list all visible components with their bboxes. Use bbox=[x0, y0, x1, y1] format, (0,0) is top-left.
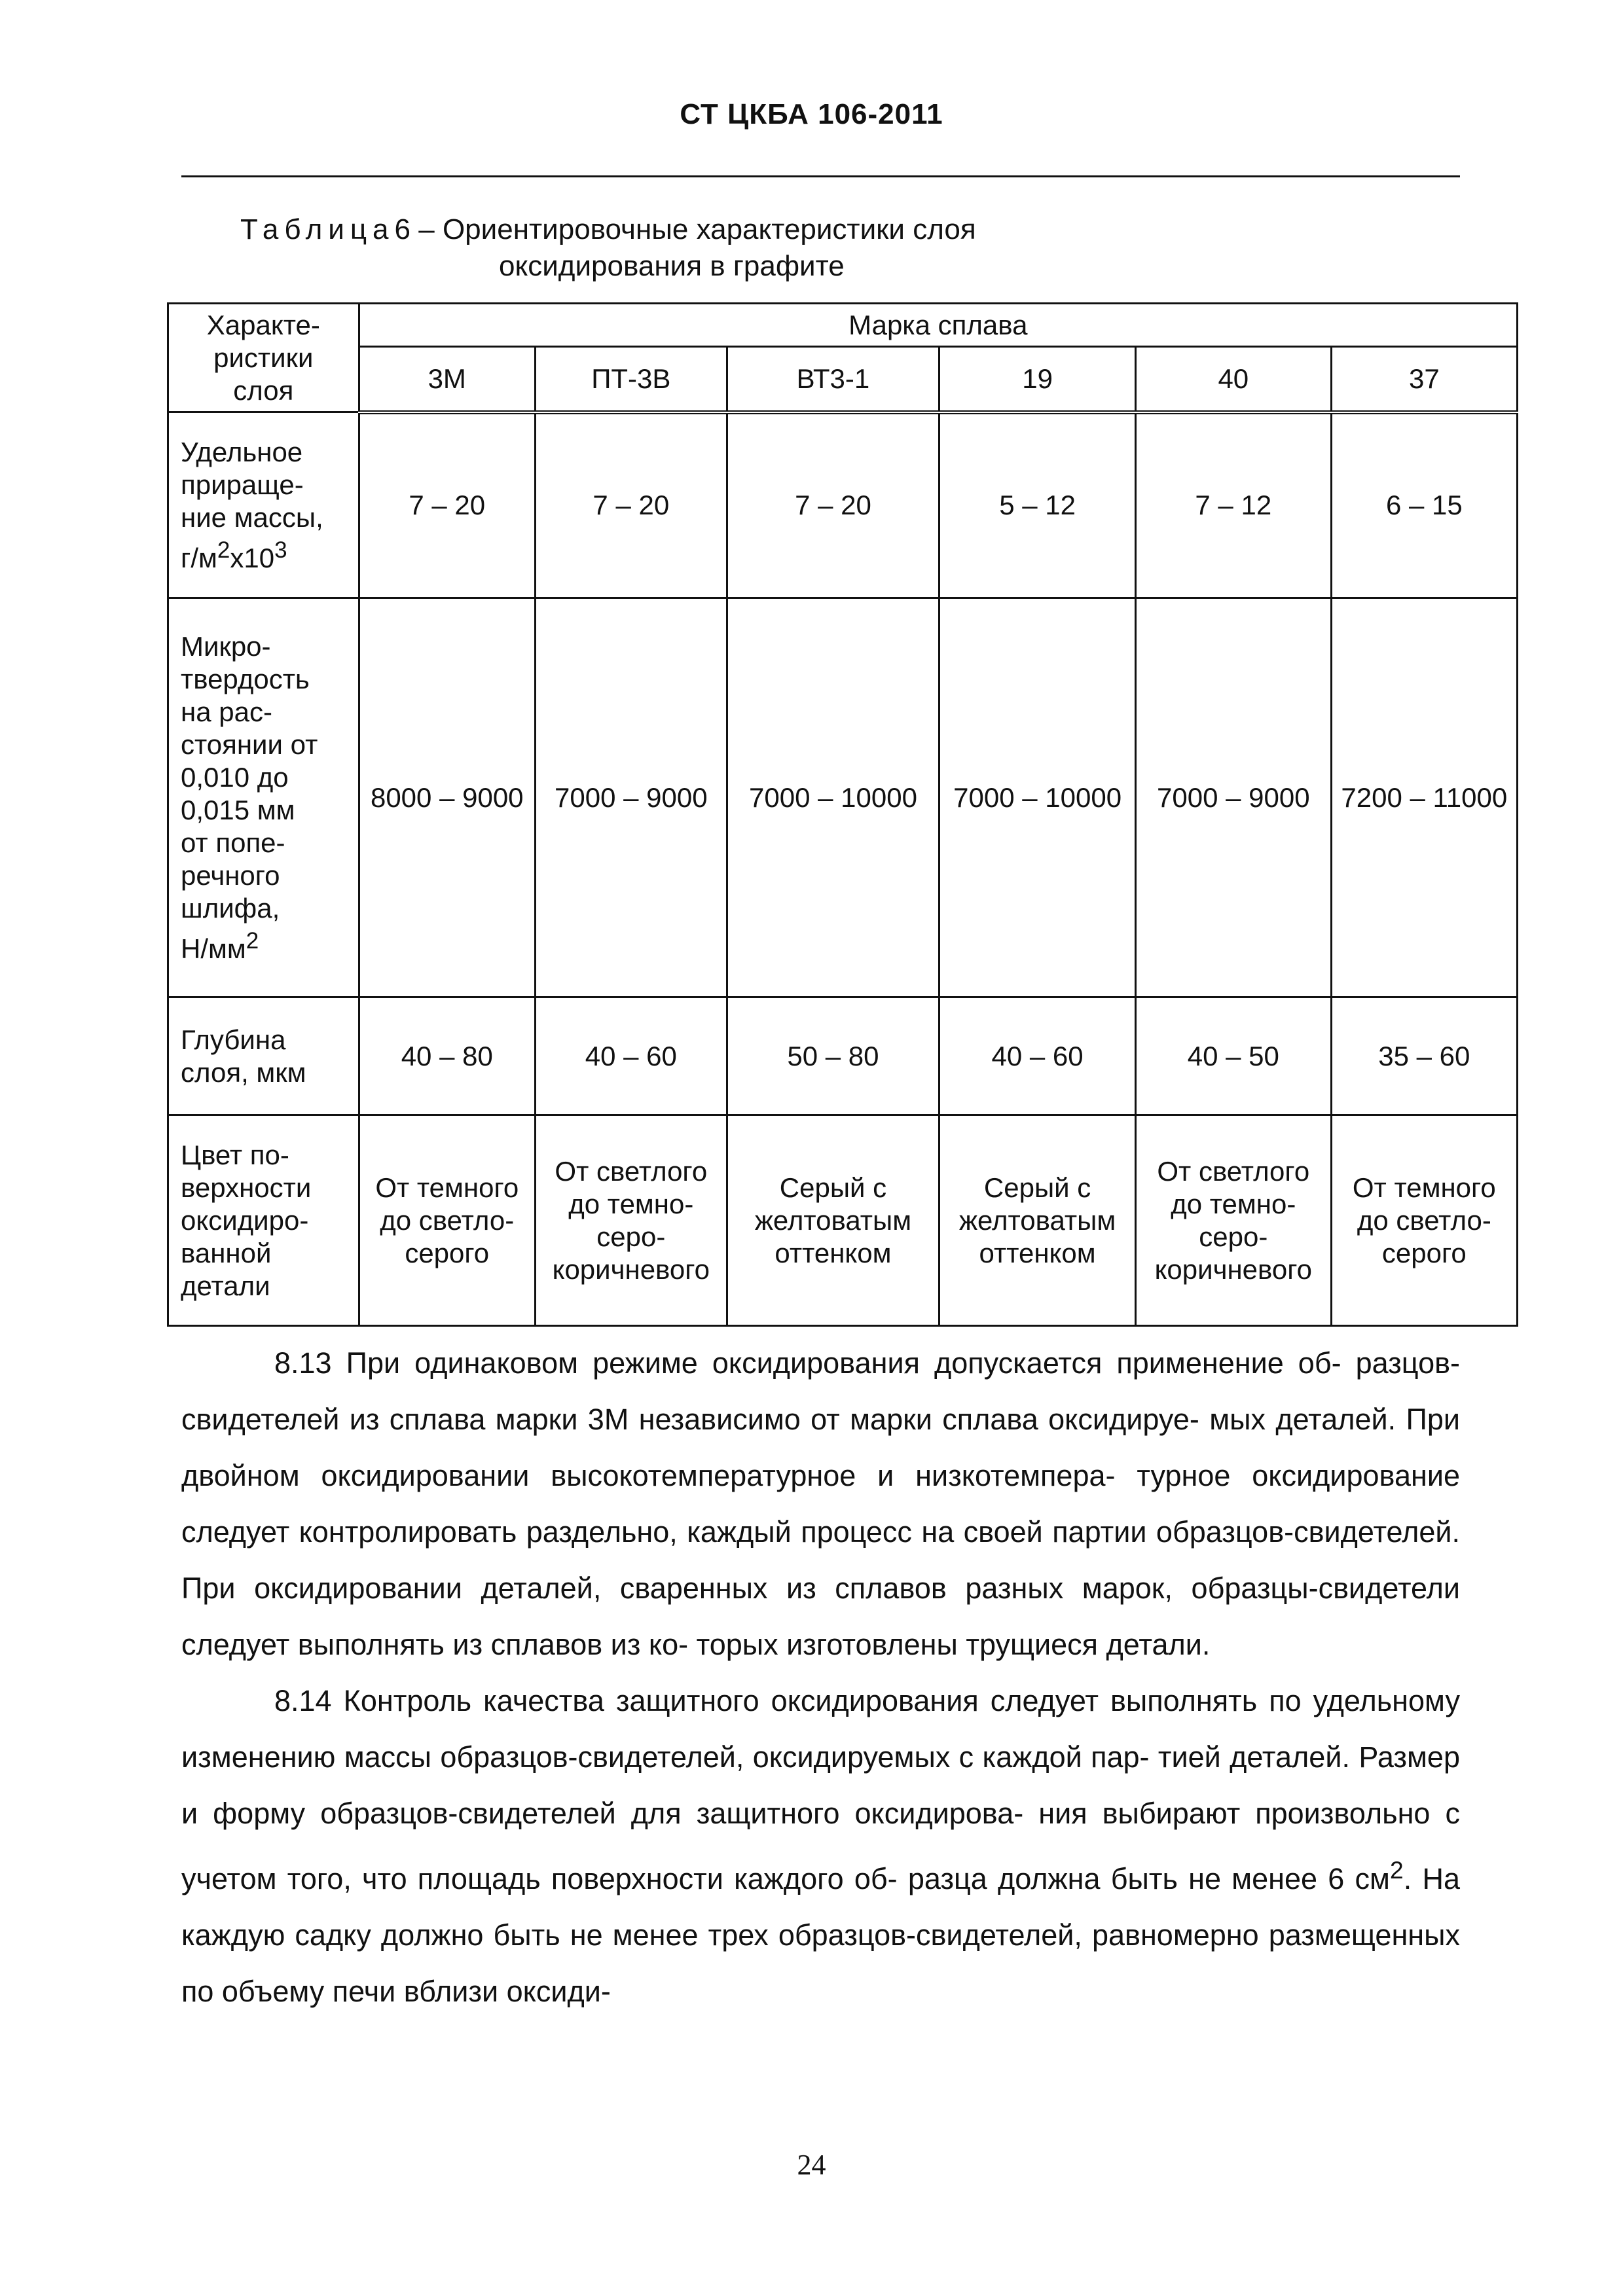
unit-text: г/м bbox=[181, 542, 217, 573]
paragraph-line: удельному изменению массы образцов-свидетелей, оксидируемых с каждой пар- bbox=[181, 1684, 1460, 1774]
table-cell bbox=[535, 412, 727, 598]
cell-line: 7000 – 9000 bbox=[1157, 781, 1310, 813]
cell-line: желтоватым bbox=[958, 1204, 1116, 1236]
row-label-line: ванной bbox=[181, 1237, 272, 1268]
table-cell bbox=[1135, 412, 1331, 598]
table-cell bbox=[1135, 997, 1331, 1115]
paragraph-8-13 bbox=[181, 1335, 1460, 1673]
cell-line: Серый с bbox=[983, 1172, 1091, 1203]
cell-line: до темно- bbox=[1171, 1188, 1296, 1219]
paragraph-line: своей партии образцов-свидетелей. При оксидировании деталей, сваренных из bbox=[181, 1515, 1460, 1605]
unit-superscript: 3 bbox=[274, 537, 287, 563]
table-cell bbox=[359, 1115, 535, 1326]
paragraph-line: мых деталей. При двойном оксидировании высокотемпературное и низкотемпера- bbox=[181, 1403, 1460, 1492]
document-header: СТ ЦКБА 106-2011 bbox=[680, 98, 943, 130]
header-rule bbox=[181, 175, 1460, 177]
caption-title-line2: оксидирования в графите bbox=[499, 250, 845, 282]
header-row-columns bbox=[168, 347, 1518, 412]
cell-line: до темно- bbox=[568, 1188, 694, 1219]
unit-superscript: 2 bbox=[246, 927, 259, 954]
row-label-line: речного bbox=[181, 859, 280, 891]
table-cell bbox=[727, 412, 939, 598]
characteristics-table bbox=[167, 302, 1518, 1327]
paragraph-line: ния выбирают произвольно с учетом того, что площадь поверхности каждого об- bbox=[181, 1797, 1460, 1895]
paragraph-line: разцов-свидетелей из сплава марки 3М независимо от марки сплава оксидируе- bbox=[181, 1346, 1460, 1436]
caption-title-line1: – Ориентировочные характеристики слоя bbox=[418, 213, 976, 245]
row-label-line: оксидиро- bbox=[181, 1204, 309, 1236]
cell-line: 40 – 50 bbox=[1187, 1040, 1279, 1071]
cell-line: 6 – 15 bbox=[1385, 490, 1463, 521]
table-row bbox=[168, 997, 1518, 1115]
row-label-line: шлифа, bbox=[181, 892, 280, 924]
cell-line: до светло- bbox=[380, 1204, 515, 1236]
cell-line: 7000 – 10000 bbox=[749, 781, 917, 813]
cell-line: серого bbox=[405, 1237, 490, 1268]
cell-line: Серый с bbox=[779, 1172, 887, 1203]
row-label-line: твердость bbox=[181, 663, 310, 694]
column-header: 40 bbox=[1135, 347, 1331, 412]
paragraph-line: сплавов разных марок, образцы-свидетели следует выполнять из сплавов из ко- bbox=[181, 1571, 1460, 1661]
row-label-line: 0,015 мм bbox=[181, 794, 295, 825]
row-label-line: слоя, мкм bbox=[181, 1056, 306, 1088]
unit-superscript: 2 bbox=[217, 537, 230, 563]
table-cell bbox=[1135, 1115, 1331, 1326]
row-label-line: прираще- bbox=[181, 469, 304, 500]
cell-line: серо- bbox=[596, 1221, 666, 1252]
table-cell bbox=[939, 598, 1136, 997]
body-text bbox=[181, 1335, 1460, 2020]
table-row bbox=[168, 598, 1518, 997]
caption-lead: Таблица bbox=[240, 213, 395, 245]
cell-line: оттенком bbox=[979, 1237, 1096, 1268]
row-label-line: от попе- bbox=[181, 827, 285, 858]
table-cell bbox=[939, 1115, 1136, 1326]
corner-header-line: слоя bbox=[233, 374, 294, 406]
page-number: 24 bbox=[797, 2149, 826, 2181]
table-cell bbox=[535, 1115, 727, 1326]
cell-line: 35 – 60 bbox=[1378, 1040, 1470, 1071]
cell-line: От темного bbox=[1352, 1172, 1496, 1203]
table-cell bbox=[1331, 412, 1517, 598]
cell-line: до светло- bbox=[1357, 1204, 1491, 1236]
header-row-group bbox=[168, 304, 1518, 347]
table-cell bbox=[727, 598, 939, 997]
table-cell bbox=[535, 598, 727, 997]
corner-header-line: Характе- bbox=[206, 309, 320, 340]
cell-line: 7 – 20 bbox=[593, 490, 670, 521]
table-cell bbox=[359, 598, 535, 997]
column-header: 3М bbox=[359, 347, 535, 412]
table-caption bbox=[240, 211, 976, 285]
column-header: ВТ3-1 bbox=[727, 347, 939, 412]
caption-number: 6 bbox=[394, 213, 411, 245]
row-label-unit bbox=[181, 925, 354, 965]
row-label-cell bbox=[168, 1115, 359, 1326]
column-header: 37 bbox=[1331, 347, 1517, 412]
cell-line: 5 – 12 bbox=[999, 490, 1076, 521]
row-label-unit bbox=[181, 534, 354, 575]
row-label-line: 0,010 до bbox=[181, 761, 289, 793]
cell-line: 40 – 80 bbox=[401, 1040, 493, 1071]
table-cell bbox=[939, 412, 1136, 598]
cell-line: серо- bbox=[1199, 1221, 1268, 1252]
table-cell bbox=[359, 997, 535, 1115]
table-cell bbox=[1135, 598, 1331, 997]
column-header: ПТ-3В bbox=[535, 347, 727, 412]
paragraph-line: образцов-свидетелей, равномерно размещенных по объему печи вблизи оксиди- bbox=[181, 1918, 1460, 2008]
cell-line: коричневого bbox=[1154, 1253, 1312, 1285]
unit-text: x10 bbox=[230, 542, 275, 573]
row-label-line: ние массы, bbox=[181, 501, 323, 533]
cell-line: 7000 – 10000 bbox=[953, 781, 1122, 813]
cell-line: 40 – 60 bbox=[585, 1040, 677, 1071]
cell-line: желтоватым bbox=[754, 1204, 912, 1236]
cell-line: 7 – 20 bbox=[795, 490, 871, 521]
corner-header-cell bbox=[168, 304, 359, 412]
table-cell bbox=[359, 412, 535, 598]
paragraph-8-14 bbox=[181, 1673, 1460, 2020]
table-cell bbox=[727, 997, 939, 1115]
cell-line: 7 – 20 bbox=[409, 490, 486, 521]
paragraph-line: турное оксидирование следует контролировать раздельно, каждый процесс на bbox=[181, 1459, 1460, 1549]
paragraph-line: 8.14 Контроль качества защитного оксидирования следует выполнять по bbox=[274, 1684, 1302, 1717]
row-label-line: стоянии от bbox=[181, 728, 318, 760]
cell-line: 50 – 80 bbox=[787, 1040, 879, 1071]
table-cell bbox=[1331, 598, 1517, 997]
paragraph-line: 8.13 При одинаковом режиме оксидирования допускается применение об- bbox=[274, 1346, 1341, 1380]
table-cell bbox=[939, 997, 1136, 1115]
cell-line: 7200 – 11000 bbox=[1341, 781, 1508, 813]
unit-text: Н/мм bbox=[181, 933, 246, 964]
row-label-cell bbox=[168, 997, 359, 1115]
cell-line: оттенком bbox=[775, 1237, 892, 1268]
cell-line: коричневого bbox=[552, 1253, 710, 1285]
cell-line: От темного bbox=[375, 1172, 519, 1203]
cell-line: 8000 – 9000 bbox=[370, 781, 524, 813]
row-label-line: детали bbox=[181, 1270, 270, 1301]
cell-line: От светлого bbox=[555, 1155, 708, 1187]
table-row bbox=[168, 1115, 1518, 1326]
table-cell bbox=[727, 1115, 939, 1326]
alloy-grade-header: Марка сплава bbox=[359, 304, 1517, 347]
row-label-line: Глубина bbox=[181, 1024, 286, 1055]
row-label-line: Удельное bbox=[181, 436, 303, 467]
paragraph-line: . На каждую садку должно быть не менее трех bbox=[181, 1862, 1460, 1952]
row-label-line: Цвет по- bbox=[181, 1139, 289, 1170]
corner-header-line: ристики bbox=[213, 342, 314, 373]
table-cell bbox=[535, 997, 727, 1115]
paragraph-line: торых изготовлены трущиеся детали. bbox=[696, 1628, 1211, 1661]
row-label-line: верхности bbox=[181, 1172, 312, 1203]
table-cell bbox=[1331, 997, 1517, 1115]
table-cell bbox=[1331, 1115, 1517, 1326]
cell-line: 40 – 60 bbox=[991, 1040, 1084, 1071]
cell-line: 7000 – 9000 bbox=[555, 781, 708, 813]
unit-superscript: 2 bbox=[1389, 1856, 1404, 1884]
paragraph-line: разца должна быть не менее 6 см bbox=[907, 1862, 1390, 1895]
row-label-cell bbox=[168, 412, 359, 598]
row-label-cell bbox=[168, 598, 359, 997]
cell-line: 7 – 12 bbox=[1195, 490, 1272, 521]
row-label-line: Микро- bbox=[181, 630, 271, 662]
table-row bbox=[168, 412, 1518, 598]
row-label-line: на рас- bbox=[181, 696, 272, 727]
cell-line: От светлого bbox=[1157, 1155, 1310, 1187]
cell-line: серого bbox=[1381, 1237, 1467, 1268]
column-header: 19 bbox=[939, 347, 1136, 412]
paragraph-line: тией деталей. Размер и форму образцов-свидетелей для защитного оксидирова- bbox=[181, 1740, 1460, 1830]
